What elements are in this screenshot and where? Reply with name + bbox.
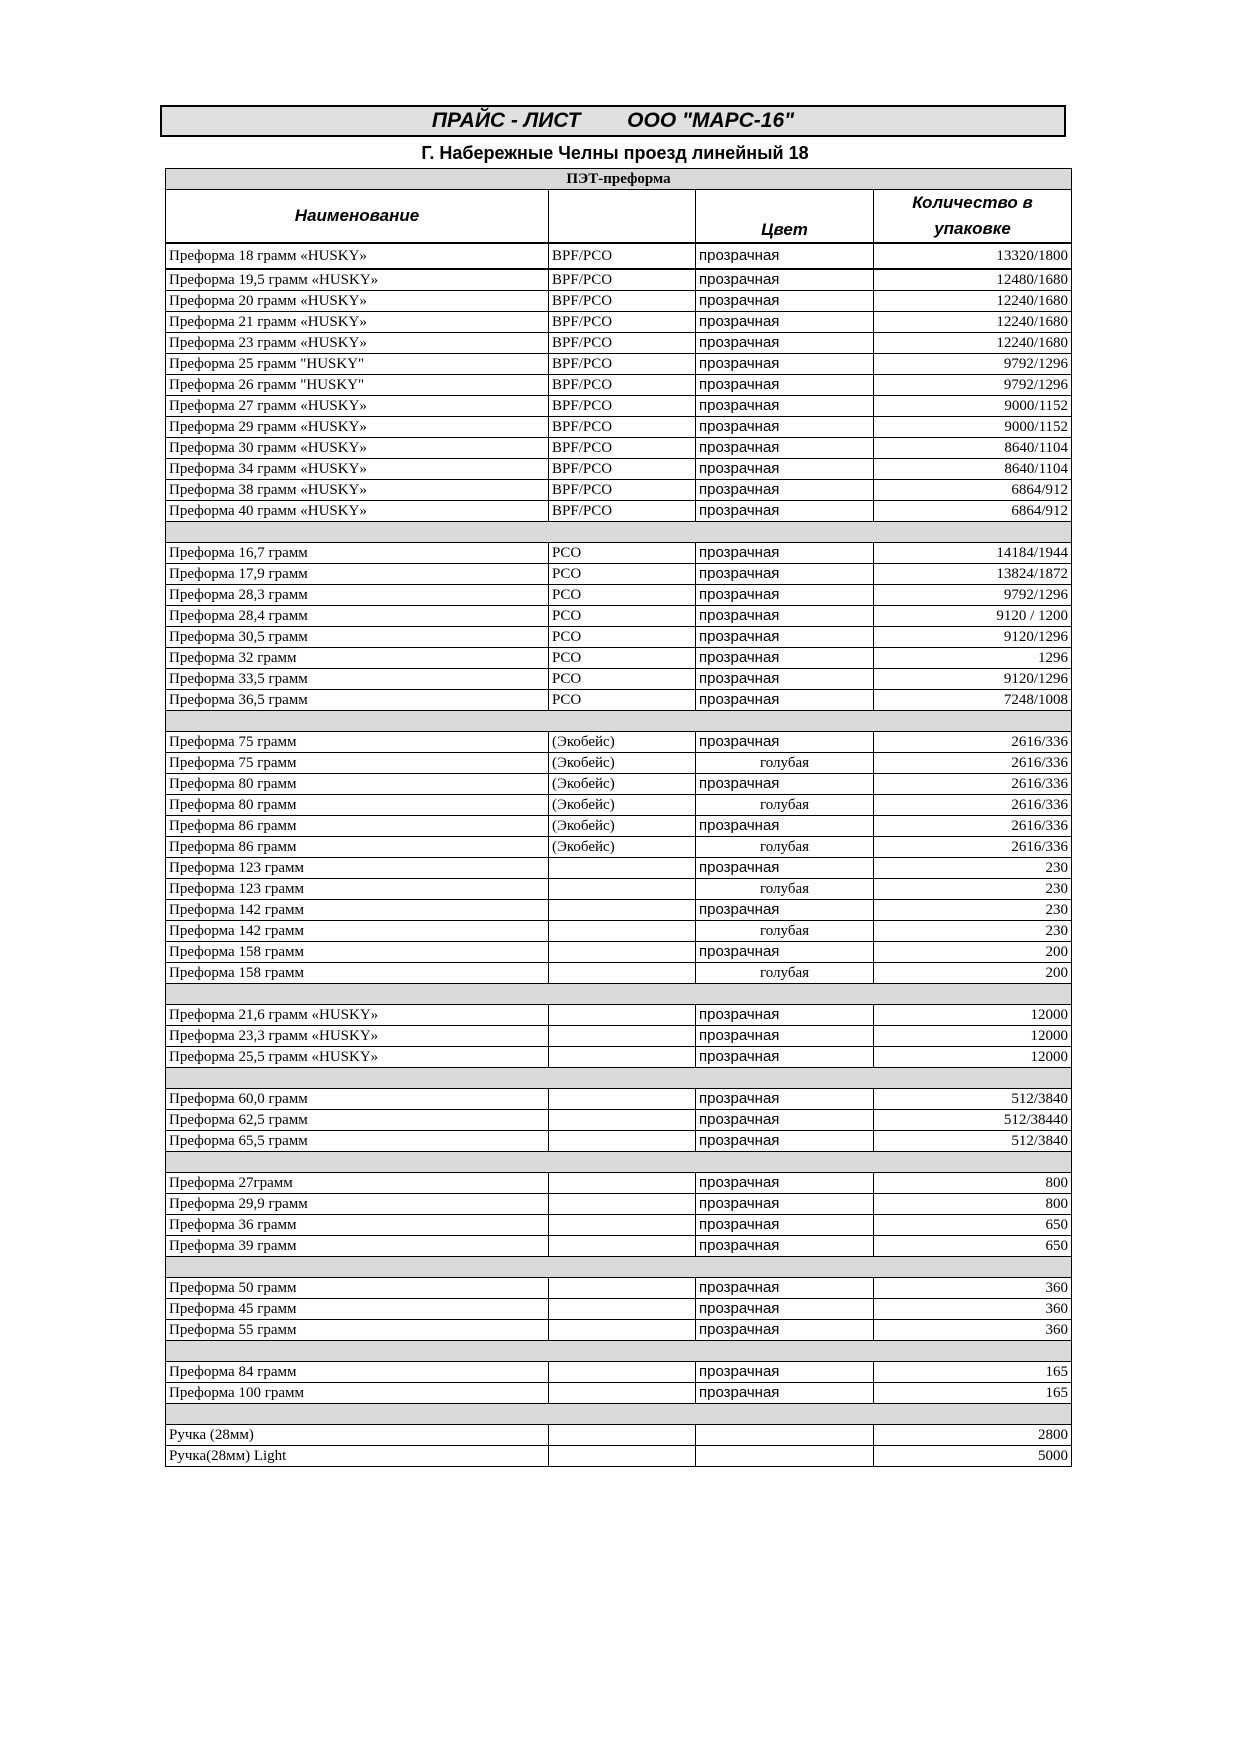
color-cell: прозрачная [696, 606, 874, 627]
quantity-cell: 12240/1680 [874, 312, 1072, 333]
product-name-cell: Преформа 60,0 грамм [166, 1089, 549, 1110]
color-cell: прозрачная [696, 375, 874, 396]
quantity-cell: 9120/1296 [874, 669, 1072, 690]
product-name-cell: Преформа 21 грамм «HUSKY» [166, 312, 549, 333]
material-cell: (Экобейс) [549, 837, 696, 858]
quantity-cell: 1296 [874, 648, 1072, 669]
quantity-cell: 12000 [874, 1047, 1072, 1068]
material-cell: PCO [549, 648, 696, 669]
table-row [166, 1299, 1072, 1320]
product-name-cell: Преформа 30,5 грамм [166, 627, 549, 648]
quantity-cell: 12240/1680 [874, 333, 1072, 354]
material-cell [549, 1194, 696, 1215]
color-cell: прозрачная [696, 774, 874, 795]
quantity-cell: 14184/1944 [874, 543, 1072, 564]
product-name-cell: Преформа 40 грамм «HUSKY» [166, 501, 549, 522]
material-cell [549, 858, 696, 879]
quantity-cell: 8640/1104 [874, 438, 1072, 459]
group-separator [166, 522, 1072, 543]
product-name-cell: Преформа 45 грамм [166, 1299, 549, 1320]
column-header-name: Наименование [166, 190, 549, 244]
material-cell: BPF/PCO [549, 438, 696, 459]
product-name-cell: Преформа 123 грамм [166, 858, 549, 879]
product-name-cell: Преформа 142 грамм [166, 921, 549, 942]
material-cell: PCO [549, 669, 696, 690]
color-cell: прозрачная [696, 1089, 874, 1110]
color-cell: прозрачная [696, 1215, 874, 1236]
material-cell: (Экобейс) [549, 753, 696, 774]
group-separator [166, 1341, 1072, 1362]
color-cell: прозрачная [696, 1362, 874, 1383]
material-cell [549, 1383, 696, 1404]
table-row [166, 417, 1072, 438]
material-cell [549, 1173, 696, 1194]
group-separator-row [166, 522, 1072, 543]
product-name-cell: Преформа 27 грамм «HUSKY» [166, 396, 549, 417]
table-row [166, 1362, 1072, 1383]
material-cell [549, 1236, 696, 1257]
group-separator [166, 1152, 1072, 1173]
quantity-cell: 2616/336 [874, 795, 1072, 816]
table-row [166, 690, 1072, 711]
color-cell: прозрачная [696, 1005, 874, 1026]
color-cell: прозрачная [696, 1026, 874, 1047]
table-row [166, 1446, 1072, 1467]
quantity-cell: 360 [874, 1278, 1072, 1299]
table-row [166, 501, 1072, 522]
color-cell: прозрачная [696, 1320, 874, 1341]
quantity-cell: 512/3840 [874, 1089, 1072, 1110]
color-cell: прозрачная [696, 732, 874, 753]
table-row [166, 480, 1072, 501]
product-name-cell: Преформа 33,5 грамм [166, 669, 549, 690]
column-header-type [549, 190, 696, 244]
group-separator-row [166, 1341, 1072, 1362]
material-cell [549, 942, 696, 963]
table-row [166, 1278, 1072, 1299]
material-cell: BPF/PCO [549, 354, 696, 375]
material-cell [549, 1026, 696, 1047]
product-name-cell: Преформа 80 грамм [166, 774, 549, 795]
material-cell: PCO [549, 564, 696, 585]
product-name-cell: Преформа 28,3 грамм [166, 585, 549, 606]
material-cell: PCO [549, 543, 696, 564]
color-cell: прозрачная [696, 816, 874, 837]
quantity-cell: 6864/912 [874, 480, 1072, 501]
material-cell: BPF/PCO [549, 333, 696, 354]
color-cell: голубая [696, 963, 874, 984]
material-cell: PCO [549, 690, 696, 711]
product-name-cell: Преформа 29,9 грамм [166, 1194, 549, 1215]
material-cell [549, 1047, 696, 1068]
table-row [166, 879, 1072, 900]
table-row [166, 396, 1072, 417]
table-row [166, 1194, 1072, 1215]
product-name-cell: Преформа 65,5 грамм [166, 1131, 549, 1152]
material-cell: (Экобейс) [549, 816, 696, 837]
material-cell [549, 963, 696, 984]
quantity-cell: 2616/336 [874, 837, 1072, 858]
material-cell: BPF/PCO [549, 243, 696, 269]
product-name-cell: Преформа 36 грамм [166, 1215, 549, 1236]
material-cell [549, 1425, 696, 1446]
product-name-cell: Ручка (28мм) [166, 1425, 549, 1446]
material-cell: BPF/PCO [549, 375, 696, 396]
product-name-cell: Преформа 142 грамм [166, 900, 549, 921]
product-name-cell: Преформа 62,5 грамм [166, 1110, 549, 1131]
quantity-cell: 360 [874, 1299, 1072, 1320]
color-cell: прозрачная [696, 543, 874, 564]
table-row [166, 333, 1072, 354]
quantity-cell: 9792/1296 [874, 354, 1072, 375]
table-row [166, 816, 1072, 837]
product-name-cell: Ручка(28мм) Light [166, 1446, 549, 1467]
quantity-cell: 800 [874, 1194, 1072, 1215]
material-cell [549, 1131, 696, 1152]
color-cell: прозрачная [696, 1236, 874, 1257]
quantity-cell: 9000/1152 [874, 396, 1072, 417]
material-cell: BPF/PCO [549, 417, 696, 438]
table-row [166, 585, 1072, 606]
table-row [166, 900, 1072, 921]
material-cell [549, 900, 696, 921]
group-separator-row [166, 984, 1072, 1005]
color-cell: прозрачная [696, 459, 874, 480]
table-row [166, 438, 1072, 459]
product-name-cell: Преформа 25 грамм "HUSKY" [166, 354, 549, 375]
table-row [166, 459, 1072, 480]
material-cell: BPF/PCO [549, 501, 696, 522]
material-cell [549, 1278, 696, 1299]
quantity-cell: 12480/1680 [874, 269, 1072, 291]
product-name-cell: Преформа 19,5 грамм «HUSKY» [166, 269, 549, 291]
material-cell: PCO [549, 585, 696, 606]
table-row [166, 564, 1072, 585]
product-name-cell: Преформа 36,5 грамм [166, 690, 549, 711]
color-cell: голубая [696, 837, 874, 858]
table-row [166, 1005, 1072, 1026]
color-cell: прозрачная [696, 690, 874, 711]
table-row [166, 1425, 1072, 1446]
color-cell: прозрачная [696, 269, 874, 291]
color-cell: прозрачная [696, 1299, 874, 1320]
product-name-cell: Преформа 26 грамм "HUSKY" [166, 375, 549, 396]
material-cell [549, 1362, 696, 1383]
product-name-cell: Преформа 50 грамм [166, 1278, 549, 1299]
table-row [166, 837, 1072, 858]
table-row [166, 627, 1072, 648]
section-header-row [166, 169, 1072, 190]
table-row [166, 1089, 1072, 1110]
quantity-cell: 2616/336 [874, 753, 1072, 774]
material-cell: PCO [549, 606, 696, 627]
table-row [166, 1047, 1072, 1068]
table-row [166, 312, 1072, 333]
color-cell: голубая [696, 879, 874, 900]
quantity-cell: 2616/336 [874, 732, 1072, 753]
material-cell [549, 921, 696, 942]
material-cell: BPF/PCO [549, 480, 696, 501]
quantity-cell: 12240/1680 [874, 291, 1072, 312]
material-cell [549, 1089, 696, 1110]
color-cell: прозрачная [696, 333, 874, 354]
quantity-cell: 800 [874, 1173, 1072, 1194]
group-separator [166, 1257, 1072, 1278]
product-name-cell: Преформа 21,6 грамм «HUSKY» [166, 1005, 549, 1026]
table-row [166, 795, 1072, 816]
group-separator-row [166, 1152, 1072, 1173]
table-row [166, 354, 1072, 375]
table-row [166, 269, 1072, 291]
material-cell: BPF/PCO [549, 269, 696, 291]
quantity-cell: 200 [874, 942, 1072, 963]
quantity-cell: 12000 [874, 1005, 1072, 1026]
quantity-cell: 230 [874, 858, 1072, 879]
material-cell: BPF/PCO [549, 459, 696, 480]
material-cell [549, 1299, 696, 1320]
quantity-cell: 9792/1296 [874, 585, 1072, 606]
color-cell: прозрачная [696, 900, 874, 921]
product-name-cell: Преформа 34 грамм «HUSKY» [166, 459, 549, 480]
column-header-color: Цвет [696, 190, 874, 244]
product-name-cell: Преформа 16,7 грамм [166, 543, 549, 564]
product-name-cell: Преформа 39 грамм [166, 1236, 549, 1257]
quantity-cell: 512/3840 [874, 1131, 1072, 1152]
table-row [166, 606, 1072, 627]
quantity-cell: 13320/1800 [874, 243, 1072, 269]
material-cell: BPF/PCO [549, 291, 696, 312]
material-cell [549, 1005, 696, 1026]
color-cell: прозрачная [696, 669, 874, 690]
table-row [166, 732, 1072, 753]
quantity-cell: 2616/336 [874, 816, 1072, 837]
quantity-cell: 360 [874, 1320, 1072, 1341]
table-row [166, 1026, 1072, 1047]
quantity-cell: 7248/1008 [874, 690, 1072, 711]
group-separator-row [166, 1257, 1072, 1278]
color-cell: прозрачная [696, 1173, 874, 1194]
table-row [166, 942, 1072, 963]
table-row [166, 243, 1072, 269]
product-name-cell: Преформа 17,9 грамм [166, 564, 549, 585]
product-name-cell: Преформа 23 грамм «HUSKY» [166, 333, 549, 354]
quantity-cell: 650 [874, 1236, 1072, 1257]
table-row [166, 375, 1072, 396]
product-name-cell: Преформа 27грамм [166, 1173, 549, 1194]
color-cell: прозрачная [696, 564, 874, 585]
material-cell [549, 879, 696, 900]
color-cell: прозрачная [696, 312, 874, 333]
quantity-cell: 6864/912 [874, 501, 1072, 522]
color-cell: голубая [696, 753, 874, 774]
table-row [166, 669, 1072, 690]
product-name-cell: Преформа 158 грамм [166, 963, 549, 984]
product-name-cell: Преформа 28,4 грамм [166, 606, 549, 627]
product-name-cell: Преформа 75 грамм [166, 753, 549, 774]
material-cell [549, 1446, 696, 1467]
color-cell: прозрачная [696, 1131, 874, 1152]
product-name-cell: Преформа 158 грамм [166, 942, 549, 963]
group-separator-row [166, 711, 1072, 732]
product-name-cell: Преформа 100 грамм [166, 1383, 549, 1404]
product-name-cell: Преформа 75 грамм [166, 732, 549, 753]
quantity-cell: 512/38440 [874, 1110, 1072, 1131]
column-header-row [166, 190, 1072, 244]
color-cell: прозрачная [696, 354, 874, 375]
color-cell: прозрачная [696, 291, 874, 312]
color-cell [696, 1446, 874, 1467]
group-separator-row [166, 1068, 1072, 1089]
table-row [166, 1110, 1072, 1131]
group-separator [166, 1068, 1072, 1089]
table-row [166, 921, 1072, 942]
quantity-cell: 8640/1104 [874, 459, 1072, 480]
material-cell: (Экобейс) [549, 774, 696, 795]
table-row [166, 543, 1072, 564]
table-row [166, 291, 1072, 312]
product-name-cell: Преформа 25,5 грамм «HUSKY» [166, 1047, 549, 1068]
group-separator [166, 984, 1072, 1005]
group-separator [166, 1404, 1072, 1425]
table-row [166, 1236, 1072, 1257]
color-cell [696, 1425, 874, 1446]
quantity-cell: 13824/1872 [874, 564, 1072, 585]
quantity-cell: 5000 [874, 1446, 1072, 1467]
table-row [166, 1320, 1072, 1341]
color-cell: голубая [696, 921, 874, 942]
quantity-cell: 650 [874, 1215, 1072, 1236]
group-separator [166, 711, 1072, 732]
color-cell: прозрачная [696, 1383, 874, 1404]
color-cell: прозрачная [696, 648, 874, 669]
color-cell: прозрачная [696, 417, 874, 438]
material-cell: PCO [549, 627, 696, 648]
section-title: ПЭТ-преформа [166, 169, 1072, 190]
material-cell [549, 1320, 696, 1341]
color-cell: прозрачная [696, 585, 874, 606]
quantity-cell: 2800 [874, 1425, 1072, 1446]
product-name-cell: Преформа 18 грамм «HUSKY» [166, 243, 549, 269]
product-name-cell: Преформа 23,3 грамм «HUSKY» [166, 1026, 549, 1047]
material-cell: BPF/PCO [549, 312, 696, 333]
material-cell: (Экобейс) [549, 795, 696, 816]
quantity-cell: 2616/336 [874, 774, 1072, 795]
material-cell [549, 1110, 696, 1131]
quantity-cell: 9120 / 1200 [874, 606, 1072, 627]
color-cell: прозрачная [696, 438, 874, 459]
product-name-cell: Преформа 80 грамм [166, 795, 549, 816]
quantity-cell: 230 [874, 900, 1072, 921]
color-cell: прозрачная [696, 627, 874, 648]
color-cell: прозрачная [696, 1194, 874, 1215]
table-row [166, 1215, 1072, 1236]
quantity-cell: 9792/1296 [874, 375, 1072, 396]
quantity-cell: 200 [874, 963, 1072, 984]
table-row [166, 1131, 1072, 1152]
color-cell: прозрачная [696, 1047, 874, 1068]
color-cell: прозрачная [696, 480, 874, 501]
color-cell: прозрачная [696, 858, 874, 879]
product-name-cell: Преформа 86 грамм [166, 837, 549, 858]
quantity-cell: 230 [874, 879, 1072, 900]
product-name-cell: Преформа 55 грамм [166, 1320, 549, 1341]
material-cell: BPF/PCO [549, 396, 696, 417]
column-header-qty: Количество в упаковке [874, 190, 1072, 244]
color-cell: прозрачная [696, 243, 874, 269]
quantity-cell: 9120/1296 [874, 627, 1072, 648]
table-row [166, 963, 1072, 984]
color-cell: прозрачная [696, 396, 874, 417]
color-cell: голубая [696, 795, 874, 816]
quantity-cell: 12000 [874, 1026, 1072, 1047]
table-row [166, 648, 1072, 669]
group-separator-row [166, 1404, 1072, 1425]
product-name-cell: Преформа 32 грамм [166, 648, 549, 669]
color-cell: прозрачная [696, 942, 874, 963]
table-row [166, 1173, 1072, 1194]
quantity-cell: 165 [874, 1383, 1072, 1404]
quantity-cell: 9000/1152 [874, 417, 1072, 438]
price-table [165, 168, 1072, 1467]
table-row [166, 774, 1072, 795]
material-cell: (Экобейс) [549, 732, 696, 753]
product-name-cell: Преформа 20 грамм «HUSKY» [166, 291, 549, 312]
product-name-cell: Преформа 29 грамм «HUSKY» [166, 417, 549, 438]
table-row [166, 1383, 1072, 1404]
color-cell: прозрачная [696, 501, 874, 522]
price-list-title: ПРАЙС - ЛИСТ ООО "МАРС-16" [160, 105, 1066, 137]
table-row [166, 858, 1072, 879]
product-name-cell: Преформа 123 грамм [166, 879, 549, 900]
material-cell [549, 1215, 696, 1236]
quantity-cell: 230 [874, 921, 1072, 942]
product-name-cell: Преформа 38 грамм «HUSKY» [166, 480, 549, 501]
color-cell: прозрачная [696, 1278, 874, 1299]
company-address: Г. Набережные Челны проезд линейный 18 [421, 143, 809, 163]
table-row [166, 753, 1072, 774]
product-name-cell: Преформа 86 грамм [166, 816, 549, 837]
quantity-cell: 165 [874, 1362, 1072, 1383]
product-name-cell: Преформа 30 грамм «HUSKY» [166, 438, 549, 459]
product-name-cell: Преформа 84 грамм [166, 1362, 549, 1383]
color-cell: прозрачная [696, 1110, 874, 1131]
